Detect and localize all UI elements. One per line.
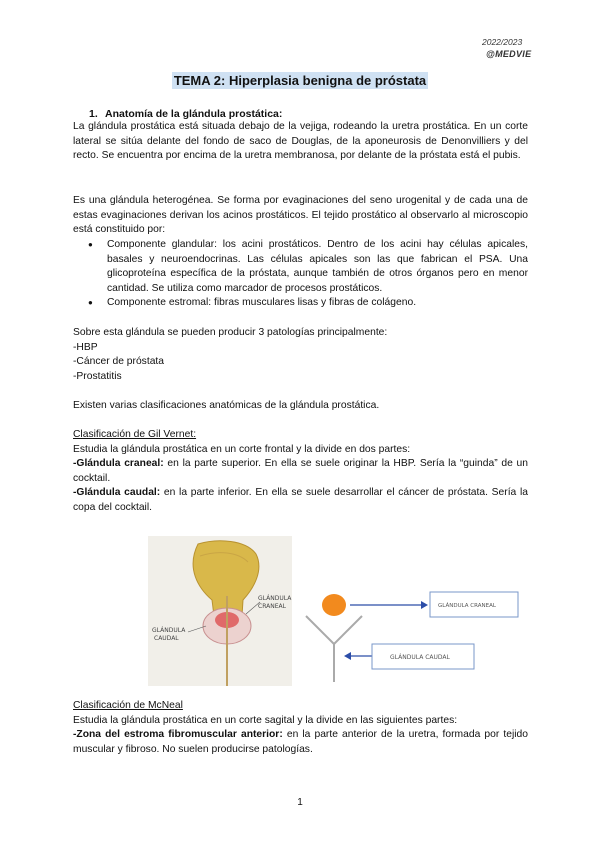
brand-signature: @MEDVIE: [486, 49, 532, 59]
page-title: TEMA 2: Hiperplasia benigna de próstata: [173, 73, 427, 88]
prostate-drawing: [148, 536, 292, 686]
drawing-label-cranial-1: GLÁNDULA: [258, 595, 292, 602]
gil-vernet-intro: Estudia la glándula prostática en un corte frontal y la divide en dos partes:: [73, 444, 411, 455]
glass-right-arm: [334, 616, 362, 644]
gil-vernet-caudal: -Glándula caudal: en la parte inferior. En ella se suele desarrollar el cáncer de próstata. Sería la copa del cocktail.: [73, 487, 528, 513]
list-item: ● Componente estromal: fibras musculares lisas y fibras de colágeno.: [73, 296, 528, 311]
pathologies-intro: Sobre esta glándula se pueden producir 3 patologías principalmente:: [73, 327, 388, 338]
drawing-label-cranial-2: CRANEAL: [258, 603, 286, 610]
paragraph-histology: Es una glándula heterogénea. Se forma por evaginaciones del seno urogenital y de cada una de estas evaginaciones derivan los acinos prostáticos. El tejido prostático al observarlo al microscopio está constituido por:: [73, 195, 528, 236]
page-number: 1: [297, 797, 303, 808]
academic-year: 2022/2023: [482, 37, 523, 47]
glass-left-arm: [306, 616, 334, 644]
paragraph-location: La glándula prostática está situada debajo de la vejiga, rodeando la uretra prostática. En un corte lateral se sitúa delante del fondo de saco de Douglas, de la aponeurosis de Denonvilliers y del recto. Se encuentra por encima de la uretra membranosa, por delante de la próstata está el pubis.: [73, 121, 528, 162]
gil-vernet-title: Clasificación de Gil Vernet:: [73, 429, 197, 440]
arrow-caudal-head: [344, 652, 351, 660]
mcneal-intro: Estudia la glándula prostática en un corte sagital y la divide en las siguientes partes:: [73, 715, 458, 726]
arrow-cranial-head: [421, 601, 428, 609]
mcneal-zone: -Zona del estroma fibromuscular anterior: en la parte anterior de la uretra, formada por tejido muscular y fibroso. No suelen producirse patologías.: [73, 729, 528, 755]
pathology-item: -Cáncer de próstata: [73, 356, 165, 367]
gil-vernet-cranial: -Glándula craneal: en la parte superior. En ella se suele originar la HBP. Sería la “guinda” de un cocktail.: [73, 458, 528, 484]
classifications-intro: Existen varias clasificaciones anatómicas de la glándula prostática.: [73, 400, 380, 411]
diagram-label-caudal: GLÁNDULA CAUDAL: [390, 654, 450, 661]
drawing-label-caudal-1: GLÁNDULA: [152, 627, 186, 634]
mcneal-title: Clasificación de McNeal: [73, 700, 183, 711]
pathology-item: -HBP: [73, 342, 98, 353]
component-list: [73, 238, 528, 311]
diagram-label-cranial: GLÁNDULA CRANEAL: [438, 603, 496, 609]
cranial-cherry: [322, 594, 346, 616]
cocktail-diagram: [302, 572, 522, 682]
pathology-item: -Prostatitis: [73, 371, 122, 382]
section-heading: 1. Anatomía de la glándula prostática:: [89, 108, 283, 120]
list-item: ● Componente glandular: los acini prostáticos. Dentro de los acini hay células apicales, basales y neuroendocrinas. Las células apicales son las que fabrican el PSA. Una glicoproteína específica de la próstata, aunque también de otros órganos pero en menor cantidad. Se utiliza como marcador de procesos prostáticos.: [73, 238, 528, 296]
drawing-label-caudal-2: CAUDAL: [154, 635, 179, 642]
